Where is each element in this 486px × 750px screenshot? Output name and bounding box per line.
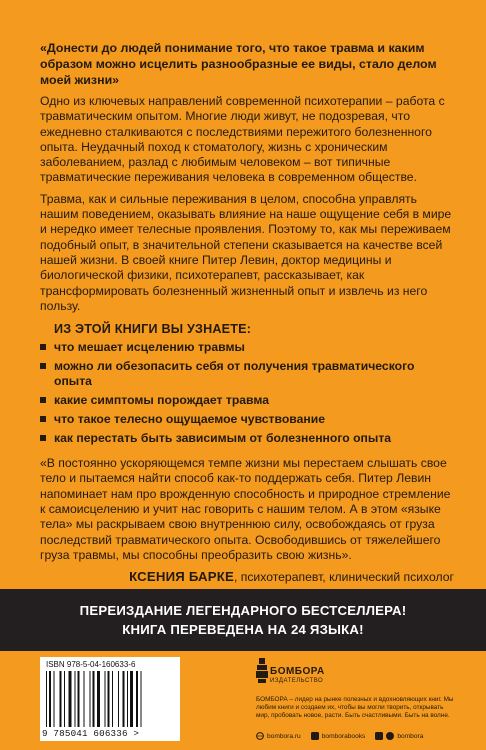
barcode — [40, 657, 180, 741]
quote-author — [40, 569, 454, 584]
bullet-icon — [40, 344, 46, 350]
globe-icon — [256, 732, 264, 740]
list-item: что такое телесно ощущаемое чувствование — [40, 412, 454, 427]
social-link[interactable]: bombora — [375, 732, 423, 740]
author-role: , психотерапевт, клинический психолог — [233, 570, 454, 585]
top-quote: «Донести до людей понимание того, что такое травма и каким образом можно исцелить разнообразные ее виды, стало делом моей жизни» — [40, 41, 437, 87]
bullet-icon — [40, 435, 46, 441]
paragraph-2: Травма, как и сильные переживания в целом, способна управлять нашим поведением, оказывать влияние на наше ощущение себя в мире и нередко имеет телесные проявления. Поэтому то, как мы переживаем подобный опыт, в значительной степени сказывается на качестве всей нашей жизни. В своей книге Питер Левин, доктор медицины и биологической физики, психотерапевт, рассказывает, как трансформировать болезненный жизненный опыт и извлечь из него пользу. — [40, 191, 452, 313]
vk-icon — [311, 732, 319, 740]
banner-line-2: КНИГА ПЕРЕВЕДЕНА НА 24 ЯЗЫКА! — [122, 622, 364, 637]
learn-heading: ИЗ ЭТОЙ КНИГИ ВЫ УЗНАЕТЕ: — [54, 322, 252, 337]
author-name: КСЕНИЯ БАРКЕ — [129, 569, 234, 585]
barcode-digits: 9 785041 606336 > — [42, 728, 140, 739]
list-item: что мешает исцелению травмы — [40, 340, 454, 355]
publisher-description: БОМБОРА – лидер на рынке полезных и вдохновляющих книг. Мы любим книги и создаем их, чтобы вы могли творить, открывать мир, пробовать новое, расти. Быть счастливыми. Быть на волне. — [256, 696, 454, 719]
vk-link[interactable]: bomborabooks — [311, 732, 366, 740]
barcode-bars — [46, 671, 174, 727]
bestseller-banner — [0, 589, 486, 651]
list-item: как перестать быть зависимым от болезненного опыта — [40, 431, 454, 446]
messenger-icon — [375, 732, 383, 740]
telegram-icon — [386, 732, 394, 740]
list-item: какие симптомы порождает травма — [40, 393, 454, 408]
bottom-quote: «В постоянно ускоряющемся темпе жизни мы перестаем слышать свое тело и пытаемся найти способ как-то поддержать себя. Питер Левин напоминает нам про врожденную способность и природное стремление к самоисцелению и учит нас говорить с нашим телом. А в этом «языке тела» мы раскрываем свою внутреннюю силу, освобождаясь от груза последствий травматического опыта. Освободившись от тяжелейшего груза травмы, мы способны преобразить свою жизнь». — [40, 456, 451, 562]
paragraph-1: Одно из ключевых направлений современной психотерапии – работа с травматическим опытом. Многие люди живут, не подозревая, что ежедневно сталкиваются с последствиями пережитого болезненного опыта. Неудачный поход к стоматологу, жизнь с хроническим заболеванием, разлад с любимым человеком – вот типичные травматические переживания человека в современном обществе. — [40, 94, 445, 185]
banner-line-1: ПЕРЕИЗДАНИЕ ЛЕГЕНДАРНОГО БЕСТСЕЛЛЕРА! — [79, 603, 407, 618]
bombora-logo-icon — [256, 658, 268, 688]
publisher-sub: ИЗДАТЕЛЬСТВО — [270, 678, 324, 684]
learn-list — [40, 340, 454, 446]
bullet-icon — [40, 363, 46, 369]
bullet-icon — [40, 397, 46, 403]
website-link[interactable]: bombora.ru — [256, 732, 301, 740]
list-item: можно ли обезопасить себя от получения травматического опыта — [40, 359, 454, 389]
isbn-text: ISBN 978-5-04-160633-6 — [46, 660, 136, 669]
social-links — [256, 732, 456, 740]
back-cover-text — [40, 40, 454, 584]
bullet-icon — [40, 416, 46, 422]
publisher-name: БОМБОРА — [270, 666, 325, 677]
